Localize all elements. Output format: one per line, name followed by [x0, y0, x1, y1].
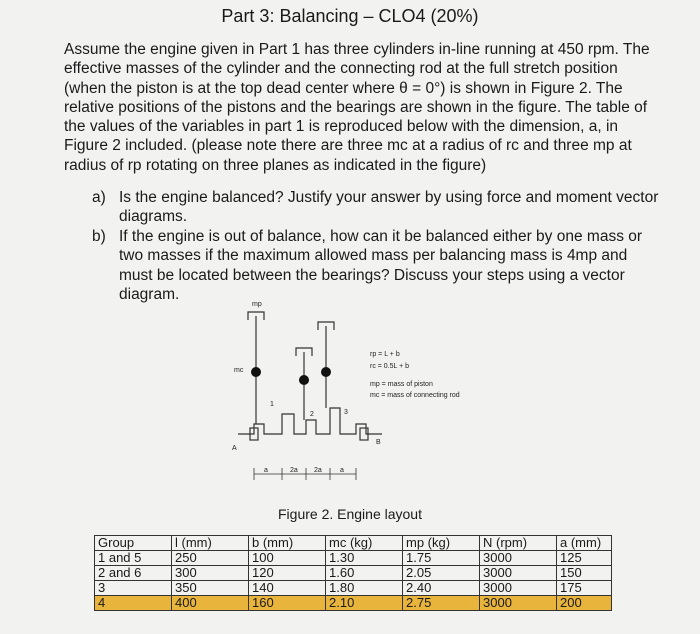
- table-cell: 3000: [480, 581, 557, 596]
- label-cyl-3: 3: [344, 409, 348, 416]
- table-header-row: [95, 536, 612, 551]
- table-cell: 100: [249, 551, 326, 566]
- table-cell: 1.75: [403, 551, 480, 566]
- label-dim-a-right: a: [340, 467, 344, 474]
- mass-mc-3: [321, 367, 331, 377]
- mass-mc-1: [251, 367, 261, 377]
- label-cyl-1: 1: [270, 401, 274, 408]
- label-bearing-a: A: [232, 445, 237, 452]
- question-b-text: If the engine is out of balance, how can it be balanced either by one mass or two masses if the maximum allowed mass per balancing mass is 4mp and must be located between the bearings? Discuss your steps using a vector diagram.: [119, 228, 643, 303]
- header-l: l (mm): [172, 536, 249, 551]
- header-mc: mc (kg): [326, 536, 403, 551]
- table-cell: 400: [172, 596, 249, 611]
- table-cell: 3000: [480, 551, 557, 566]
- table-cell: 2.75: [403, 596, 480, 611]
- table-cell: 2.40: [403, 581, 480, 596]
- table-cell: 175: [557, 581, 612, 596]
- table-cell: 150: [557, 566, 612, 581]
- label-bearing-b: B: [376, 439, 381, 446]
- question-b-label: b): [92, 228, 106, 245]
- header-b: b (mm): [249, 536, 326, 551]
- table-cell: 160: [249, 596, 326, 611]
- label-rp-def: rp = L + b: [370, 351, 400, 358]
- table-cell: 2 and 6: [95, 566, 172, 581]
- table-cell: 3: [95, 581, 172, 596]
- problem-statement: Assume the engine given in Part 1 has three cylinders in-line running at 450 rpm. The effective masses of the cylinder and the connecting rod at the full stretch position (when the piston is at the top dead center where θ = 0°) is shown in Figure 2. The relative positions of the pistons and the bearings are shown in the figure. The table of the values of the variables in part 1 is reproduced below with the dimension, a, in Figure 2 included. (please note there are three mc at a radius of rc and three mp at radius of rp rotating on three planes as indicated in the figure): [64, 41, 650, 174]
- question-a-text: Is the engine balanced? Justify your answer by using force and moment vector diagrams.: [119, 189, 659, 226]
- table-cell: 1.80: [326, 581, 403, 596]
- table-cell: 140: [249, 581, 326, 596]
- values-table: [94, 535, 612, 611]
- figure-caption: Figure 2. Engine layout: [278, 506, 422, 522]
- table-cell: 200: [557, 596, 612, 611]
- table-cell: 300: [172, 566, 249, 581]
- table-cell: 2.05: [403, 566, 480, 581]
- label-mc-def: mc = mass of connecting rod: [370, 392, 460, 399]
- table-cell: 4: [95, 596, 172, 611]
- table-row: [95, 566, 612, 581]
- label-mp: mp: [252, 301, 262, 308]
- question-a-label: a): [92, 189, 106, 206]
- header-group: Group: [95, 536, 172, 551]
- label-dim-a-left: a: [264, 467, 268, 474]
- table-cell: 3000: [480, 566, 557, 581]
- table-cell: 3000: [480, 596, 557, 611]
- label-dim-2a-left: 2a: [290, 467, 298, 474]
- engine-layout-figure: [220, 296, 540, 496]
- table-cell: 1.60: [326, 566, 403, 581]
- label-mp-def: mp = mass of piston: [370, 381, 433, 388]
- table-row: [95, 551, 612, 566]
- table-cell: 120: [249, 566, 326, 581]
- label-cyl-2: 2: [310, 411, 314, 418]
- label-rc-def: rc = 0.5L + b: [370, 363, 410, 370]
- mass-mc-2: [299, 375, 309, 385]
- table-cell: 350: [172, 581, 249, 596]
- header-a: a (mm): [557, 536, 612, 551]
- label-mc: mc: [234, 367, 244, 374]
- table-cell: 125: [557, 551, 612, 566]
- header-n: N (rpm): [480, 536, 557, 551]
- table-row-highlighted: [95, 596, 612, 611]
- table-cell: 2.10: [326, 596, 403, 611]
- table-row: [95, 581, 612, 596]
- table-cell: 1.30: [326, 551, 403, 566]
- header-mp: mp (kg): [403, 536, 480, 551]
- table-cell: 1 and 5: [95, 551, 172, 566]
- page-title: Part 3: Balancing – CLO4 (20%): [221, 6, 479, 26]
- label-dim-2a-right: 2a: [314, 467, 322, 474]
- table-cell: 250: [172, 551, 249, 566]
